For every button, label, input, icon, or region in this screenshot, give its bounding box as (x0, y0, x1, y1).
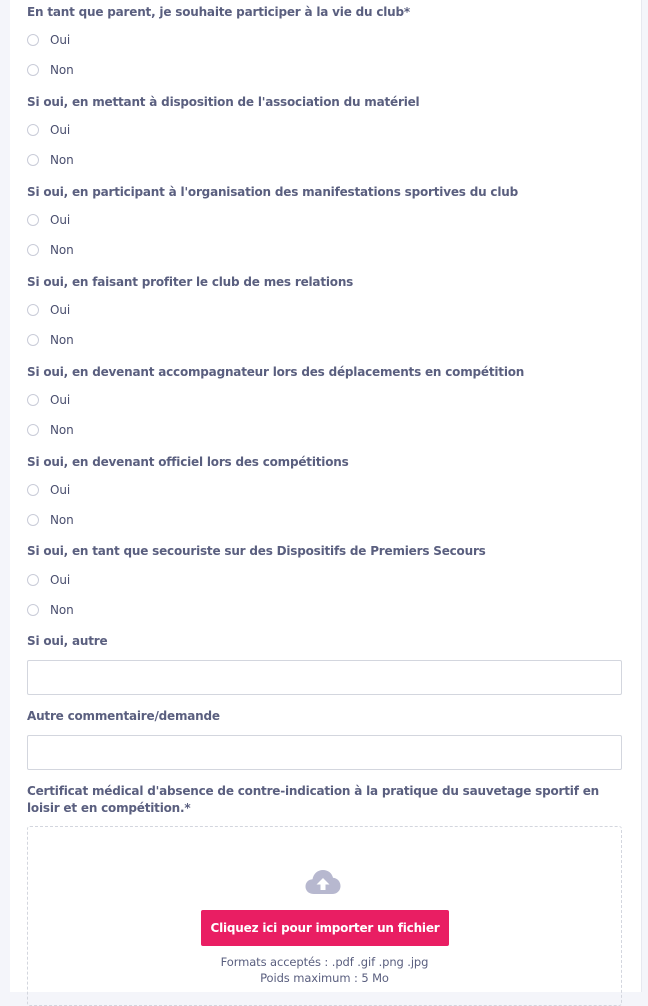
radio-option-oui[interactable] (27, 121, 70, 139)
radio-button[interactable] (27, 124, 39, 136)
radio-button[interactable] (27, 304, 39, 316)
accepted-formats-text: Formats acceptés : .pdf .gif .png .jpg (220, 955, 429, 969)
radio-button[interactable] (27, 394, 39, 406)
radio-option-oui[interactable] (27, 211, 70, 229)
cloud-upload-icon (305, 869, 341, 895)
radio-button[interactable] (27, 334, 39, 346)
radio-label: Non (50, 333, 74, 347)
question-label: Si oui, en faisant profiter le club de mes relations (27, 275, 354, 289)
radio-label: Non (50, 153, 74, 167)
radio-label: Oui (50, 573, 71, 587)
radio-label: Non (50, 423, 74, 437)
radio-option-non[interactable] (27, 601, 74, 619)
radio-button[interactable] (27, 244, 39, 256)
radio-option-non[interactable] (27, 511, 74, 529)
file-dropzone[interactable] (27, 826, 622, 1006)
radio-button[interactable] (27, 154, 39, 166)
radio-option-oui[interactable] (27, 391, 70, 409)
radio-button[interactable] (27, 514, 39, 526)
form-card (10, 0, 642, 992)
radio-label: Non (50, 603, 74, 617)
radio-button[interactable] (27, 214, 39, 226)
radio-label: Non (50, 243, 74, 257)
upload-label: Certificat médical d'absence de contre-indication à la pratique du sauvetage sportif en loisir et en compétition.* (27, 784, 599, 815)
comment-input[interactable] (27, 735, 622, 770)
radio-label: Non (50, 63, 74, 77)
radio-button[interactable] (27, 424, 39, 436)
radio-label: Oui (50, 33, 71, 47)
radio-option-non[interactable] (27, 331, 74, 349)
radio-label: Oui (50, 213, 71, 227)
radio-option-oui[interactable] (27, 571, 70, 589)
question-label: Si oui, en tant que secouriste sur des Dispositifs de Premiers Secours (27, 544, 486, 558)
radio-option-non[interactable] (27, 241, 74, 259)
max-size-text: Poids maximum : 5 Mo (260, 971, 389, 985)
radio-button[interactable] (27, 574, 39, 586)
question-label: Si oui, en mettant à disposition de l'association du matériel (27, 95, 420, 109)
question-label: Si oui, en devenant officiel lors des compétitions (27, 455, 349, 469)
radio-label: Non (50, 513, 74, 527)
radio-label: Oui (50, 393, 71, 407)
radio-option-non[interactable] (27, 151, 74, 169)
radio-option-oui[interactable] (27, 31, 70, 49)
radio-option-oui[interactable] (27, 301, 70, 319)
radio-button[interactable] (27, 484, 39, 496)
comment-field-label: Autre commentaire/demande (27, 709, 220, 723)
other-field-label: Si oui, autre (27, 634, 108, 648)
radio-label: Oui (50, 483, 71, 497)
radio-label: Oui (50, 303, 71, 317)
radio-label: Oui (50, 123, 71, 137)
radio-option-oui[interactable] (27, 481, 70, 499)
question-label: En tant que parent, je souhaite participer à la vie du club* (27, 5, 410, 19)
question-label: Si oui, en devenant accompagnateur lors des déplacements en compétition (27, 365, 525, 379)
radio-button[interactable] (27, 604, 39, 616)
radio-button[interactable] (27, 64, 39, 76)
radio-option-non[interactable] (27, 421, 74, 439)
question-label: Si oui, en participant à l'organisation des manifestations sportives du club (27, 185, 518, 199)
other-input[interactable] (27, 660, 622, 695)
import-file-button[interactable]: Cliquez ici pour importer un fichier (201, 910, 449, 946)
radio-button[interactable] (27, 34, 39, 46)
radio-option-non[interactable] (27, 61, 74, 79)
